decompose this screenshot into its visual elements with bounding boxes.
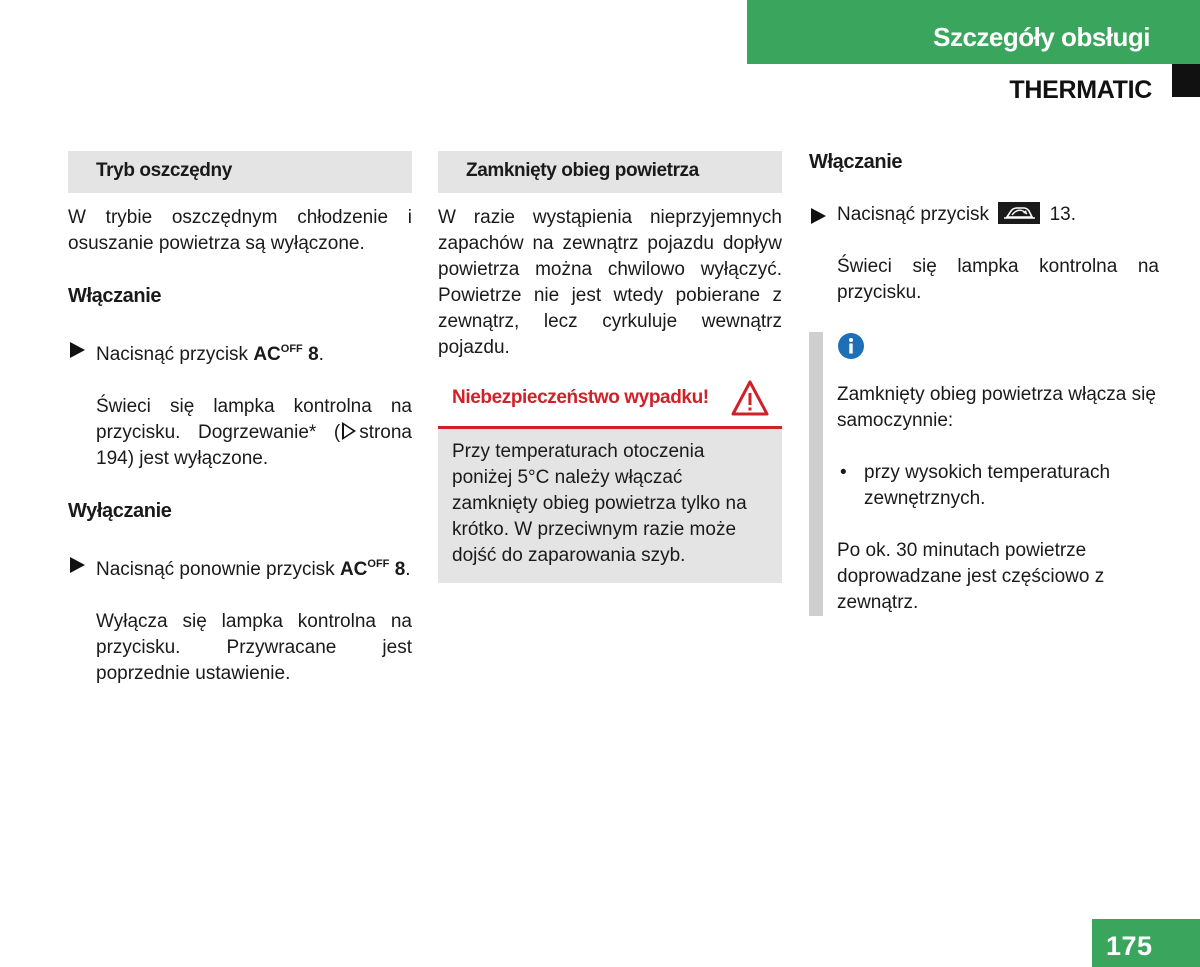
economy-off-heading: Wyłączanie xyxy=(68,500,172,522)
ac-button-label: AC xyxy=(253,344,281,365)
info-end: Po ok. 30 minutach powietrze doprowadzane jest częściowo z zewnątrz. xyxy=(837,540,1105,613)
column-recirculation-on xyxy=(809,151,1159,616)
info-intro: Zamknięty obieg powietrza włącza się samoczynnie: xyxy=(837,384,1156,431)
page-reference-icon xyxy=(342,422,356,440)
list-item: • przy wysokich temperaturach zewnętrznych. xyxy=(840,462,1111,509)
thumb-index-marker xyxy=(1172,64,1200,97)
economy-off-step: Nacisnąć ponownie przycisk $AC^{OFF}$ 8. xyxy=(68,551,412,583)
recirculation-heading: Zamknięty obieg powietrza xyxy=(438,151,782,193)
step-text: Nacisnąć przycisk xyxy=(96,344,254,365)
column-recirculation xyxy=(438,151,782,583)
section-title: Szczegóły obsługi xyxy=(933,22,1150,52)
info-icon xyxy=(837,332,865,360)
warning-text: Przy temperaturach otoczenia poniżej 5°C należy włączać zamknięty obieg powietrza tylko na krótko. W przeciwnym razie może dojść do zaparowania szyb. xyxy=(438,429,782,583)
column-economy-mode xyxy=(68,151,412,687)
arrow-right-icon xyxy=(70,557,85,573)
economy-on-result: Świeci się lampka kontrolna na przycisku. Dogrzewanie* ( strona 194) jest wyłączone. xyxy=(96,396,412,469)
recirculation-on-result: Świeci się lampka kontrolna na przycisku. xyxy=(837,256,1159,303)
step-number: 8 xyxy=(394,559,406,580)
step-number: 13. xyxy=(1049,204,1077,225)
arrow-right-icon xyxy=(70,342,85,358)
chapter-title: THERMATIC xyxy=(1009,76,1152,104)
step-text: Nacisnąć przycisk xyxy=(837,204,990,225)
warning-title: Niebezpieczeństwo wypadku! xyxy=(452,387,709,408)
recirculation-intro: W razie wystąpienia nieprzyjemnych zapachów na zewnątrz pojazdu dopływ powietrza można chwilowo wyłączyć. Powietrze nie jest wtedy pobierane z zewnątrz, lecz cyrkuluje wewnątrz pojazdu. xyxy=(438,207,782,358)
step-text: Nacisnąć ponownie przycisk xyxy=(96,559,340,580)
arrow-right-icon xyxy=(811,208,826,224)
recirculation-on-heading: Włączanie xyxy=(809,151,903,173)
warning-box xyxy=(438,373,782,583)
info-box xyxy=(809,332,1159,616)
page-reference-link[interactable]: strona 194 xyxy=(96,422,412,469)
info-bar xyxy=(809,332,823,616)
recirculation-on-step xyxy=(809,202,1159,228)
ac-button-label: AC xyxy=(339,559,368,580)
economy-off-result: Wyłącza się lampka kontrolna na przycisku. Przywracane jest poprzednie ustawienie. xyxy=(96,611,412,684)
off-superscript: OFF xyxy=(367,558,390,570)
off-superscript: OFF xyxy=(280,343,303,355)
warning-triangle-icon xyxy=(730,379,770,417)
warning-header xyxy=(438,373,782,429)
bullet-point: • xyxy=(840,462,847,483)
economy-on-heading: Włączanie xyxy=(68,285,162,307)
economy-mode-intro: W trybie oszczędnym chłodzenie i osuszanie powietrza są wyłączone. xyxy=(68,207,412,254)
economy-on-step: Nacisnąć przycisk $AC^{OFF}$ 8. xyxy=(68,336,412,368)
page-number: 175 xyxy=(1106,931,1153,961)
economy-mode-heading: Tryb oszczędny xyxy=(68,151,412,193)
air-recirculation-icon xyxy=(998,202,1040,224)
step-number: 8 xyxy=(308,344,319,365)
